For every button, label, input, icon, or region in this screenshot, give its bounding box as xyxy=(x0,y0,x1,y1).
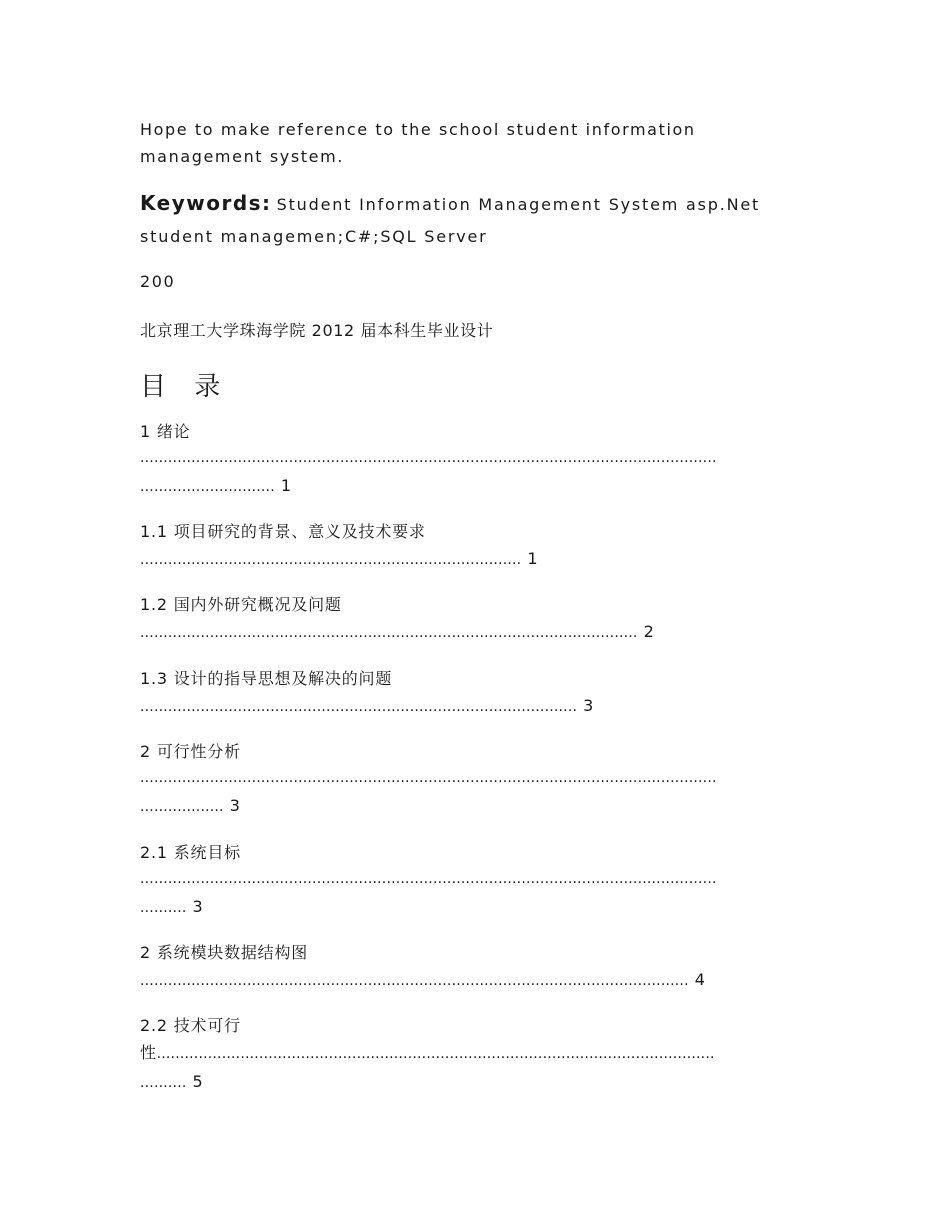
toc-entry[interactable] xyxy=(140,738,812,821)
header-line: 北京理工大学珠海学院 2012 届本科生毕业设计 xyxy=(140,321,494,340)
keywords-label: Keywords: xyxy=(140,191,272,215)
toc-leader: ............................................................................................................................ xyxy=(140,770,717,786)
toc-entry-title: 1.3 设计的指导思想及解决的问题 xyxy=(140,669,393,688)
toc-entry-title: 1.2 国内外研究概况及问题 xyxy=(140,595,342,614)
toc-leader: ............................................................................................................................ xyxy=(140,450,717,466)
toc-entry[interactable] xyxy=(140,839,812,922)
toc-leader-cont: ............................. 1 xyxy=(140,476,292,495)
toc-entry[interactable] xyxy=(140,665,812,721)
toc-leader: 性........................................................................................................................ xyxy=(140,1043,715,1062)
toc-leader: ...................................................................................................................... 4 xyxy=(140,970,705,989)
keywords-block xyxy=(140,189,812,253)
toc-leader: .............................................................................................. 3 xyxy=(140,696,594,715)
abstract-tail: Hope to make reference to the school student information management system. xyxy=(140,120,696,166)
toc-entry-page: 3 xyxy=(583,696,594,715)
toc-entry-page: 2 xyxy=(643,622,654,641)
toc-leader-cont: .......... 3 xyxy=(140,897,203,916)
toc-entry-page: 5 xyxy=(192,1072,203,1091)
toc-entry-title-cont: 性 xyxy=(140,1043,157,1062)
toc-entry[interactable] xyxy=(140,418,812,501)
toc-title: 目 录 xyxy=(140,372,231,402)
toc-entry-title: 2.1 系统目标 xyxy=(140,843,241,862)
toc-entry-page: 3 xyxy=(229,796,240,815)
toc-entry-title: 2 系统模块数据结构图 xyxy=(140,943,309,962)
toc-entry-page: 4 xyxy=(694,970,705,989)
toc-leader: ............................................................................................................................ xyxy=(140,871,717,887)
toc-entry-page: 1 xyxy=(280,476,292,495)
page-number: 200 xyxy=(140,272,176,291)
toc-entry[interactable] xyxy=(140,591,812,647)
toc-entry[interactable] xyxy=(140,939,812,995)
toc-entry-title: 1 绪论 xyxy=(140,422,191,441)
toc-entry-title: 1.1 项目研究的背景、意义及技术要求 xyxy=(140,522,426,541)
toc-entry-page: 1 xyxy=(527,549,538,568)
toc-leader: ........................................................................................................... 2 xyxy=(140,622,654,641)
keywords-text: Student Information Management System asp.Net student managemen;C#;SQL Server xyxy=(140,195,761,246)
toc-leader-cont: .......... 5 xyxy=(140,1072,203,1091)
toc-entry[interactable] xyxy=(140,518,812,574)
toc-entry-title: 2 可行性分析 xyxy=(140,742,241,761)
toc-entry-page: 3 xyxy=(192,897,203,916)
toc-entry-title: 2.2 技术可行 xyxy=(140,1016,241,1035)
toc-leader-cont: .................. 3 xyxy=(140,796,240,815)
toc-entry[interactable] xyxy=(140,1012,812,1097)
toc-leader: .................................................................................. 1 xyxy=(140,549,538,568)
